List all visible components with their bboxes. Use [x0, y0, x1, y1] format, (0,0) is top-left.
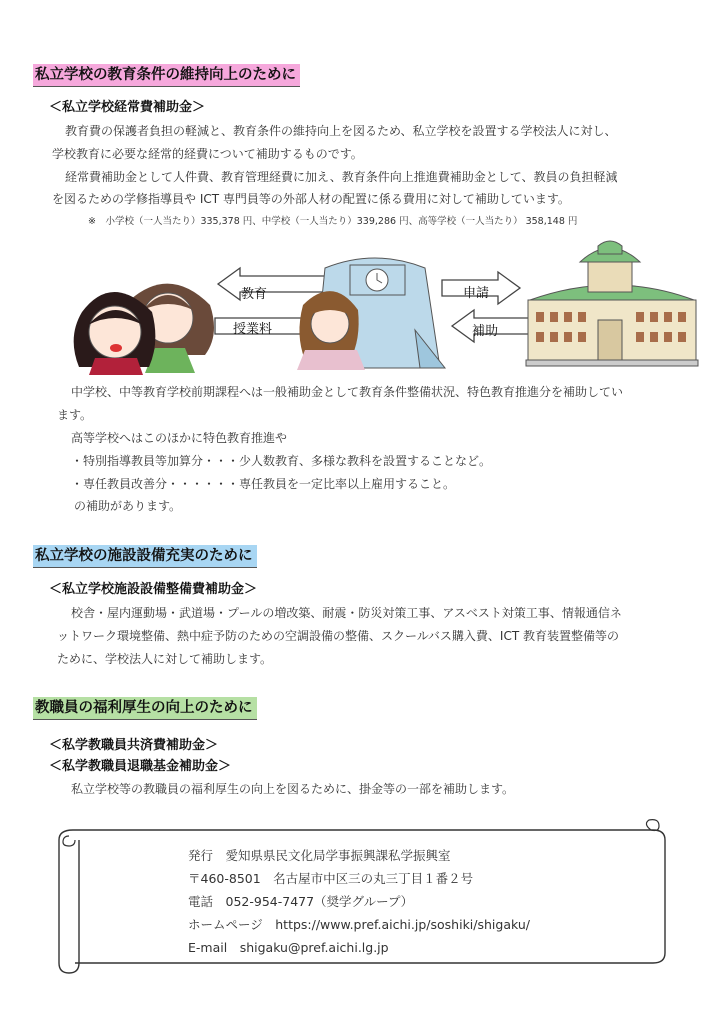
bullet-item: ・専任教員改善分・・・・・・専任教員を一定比率以上雇用すること。 [71, 477, 456, 491]
footer-address: 〒460-8501 名古屋市中区三の丸三丁目１番２号 [188, 871, 474, 886]
note-text: ※ 小学校（一人当たり）335,378 円、中学校（一人当たり）339,286 円、高等学校（一人当たり） 358,148 円 [88, 216, 578, 227]
arrow-label-tuition: 授業料 [233, 322, 273, 337]
paragraph-text: 私立学校等の教職員の福利厚生の向上を図るために、掛金等の一部を補助します。 [71, 782, 515, 796]
arrow-label-subsidy: 補助 [472, 324, 499, 339]
students-illustration [74, 284, 214, 375]
bullet-item: ・特別指導教員等加算分・・・少人数教育、多様な教科を設置することなど。 [71, 454, 492, 468]
section-heading-education: 私立学校の教育条件の維持向上のために [33, 64, 300, 87]
subheading-operating-subsidy: ＜私立学校経常費補助金＞ [49, 100, 206, 115]
footer-phone: 電話 052-954-7477（奨学グループ） [188, 894, 414, 909]
footer-homepage-link[interactable]: ホームページ https://www.pref.aichi.jp/soshiki/shigaku/ [188, 917, 530, 932]
paragraph-text: の補助があります。 [74, 499, 182, 513]
school-teacher-illustration [297, 258, 445, 370]
subheading-facilities-subsidy: ＜私立学校施設設備整備費補助金＞ [49, 582, 258, 597]
arrow-label-apply: 申請 [463, 286, 490, 301]
section-heading-facilities: 私立学校の施設設備充実のために [33, 545, 257, 568]
subsidy-flow-illustration [60, 240, 700, 375]
paragraph-text: ットワーク環境整備、熱中症予防のための空調設備の整備、スクールバス購入費、ICT 教育装置整備等の [57, 629, 619, 643]
section-heading-welfare: 教職員の福利厚生の向上のために [33, 697, 257, 720]
paragraph-text: ために、学校法人に対して補助します。 [57, 652, 273, 666]
footer-publisher: 発行 愛知県県民文化局学事振興課私学振興室 [188, 848, 451, 863]
paragraph-text: 高等学校へはこのほかに特色教育推進や [71, 431, 288, 445]
subheading-retirement-fund-subsidy: ＜私学教職員退職基金補助金＞ [49, 759, 232, 774]
paragraph-text: ます。 [57, 408, 93, 422]
paragraph-text: を図るための学修指導員や ICT 専門員等の外部人材の配置に係る費用に対して補助しています。 [52, 192, 570, 206]
subheading-mutual-aid-subsidy: ＜私学教職員共済費補助金＞ [49, 738, 219, 753]
paragraph-text: 経常費補助金として人件費、教育管理経費に加え、教育条件向上推進費補助金として、教員の負担軽減 [65, 170, 618, 184]
prefectural-office-illustration [526, 241, 698, 366]
paragraph-text: 学校教育に必要な経常的経費について補助するものです。 [52, 147, 363, 161]
paragraph-text: 教育費の保護者負担の軽減と、教育条件の維持向上を図るため、私立学校を設置する学校法人に対し、 [65, 124, 617, 138]
paragraph-text: 中学校、中等教育学校前期課程へは一般補助金として教育条件整備状況、特色教育推進分を補助してい [71, 385, 624, 399]
arrow-label-education: 教育 [241, 287, 268, 302]
paragraph-text: 校舎・屋内運動場・武道場・プールの増改築、耐震・防災対策工事、アスベスト対策工事、情報通信ネ [71, 606, 622, 620]
footer-email-link[interactable]: E-mail shigaku@pref.aichi.lg.jp [188, 940, 389, 955]
